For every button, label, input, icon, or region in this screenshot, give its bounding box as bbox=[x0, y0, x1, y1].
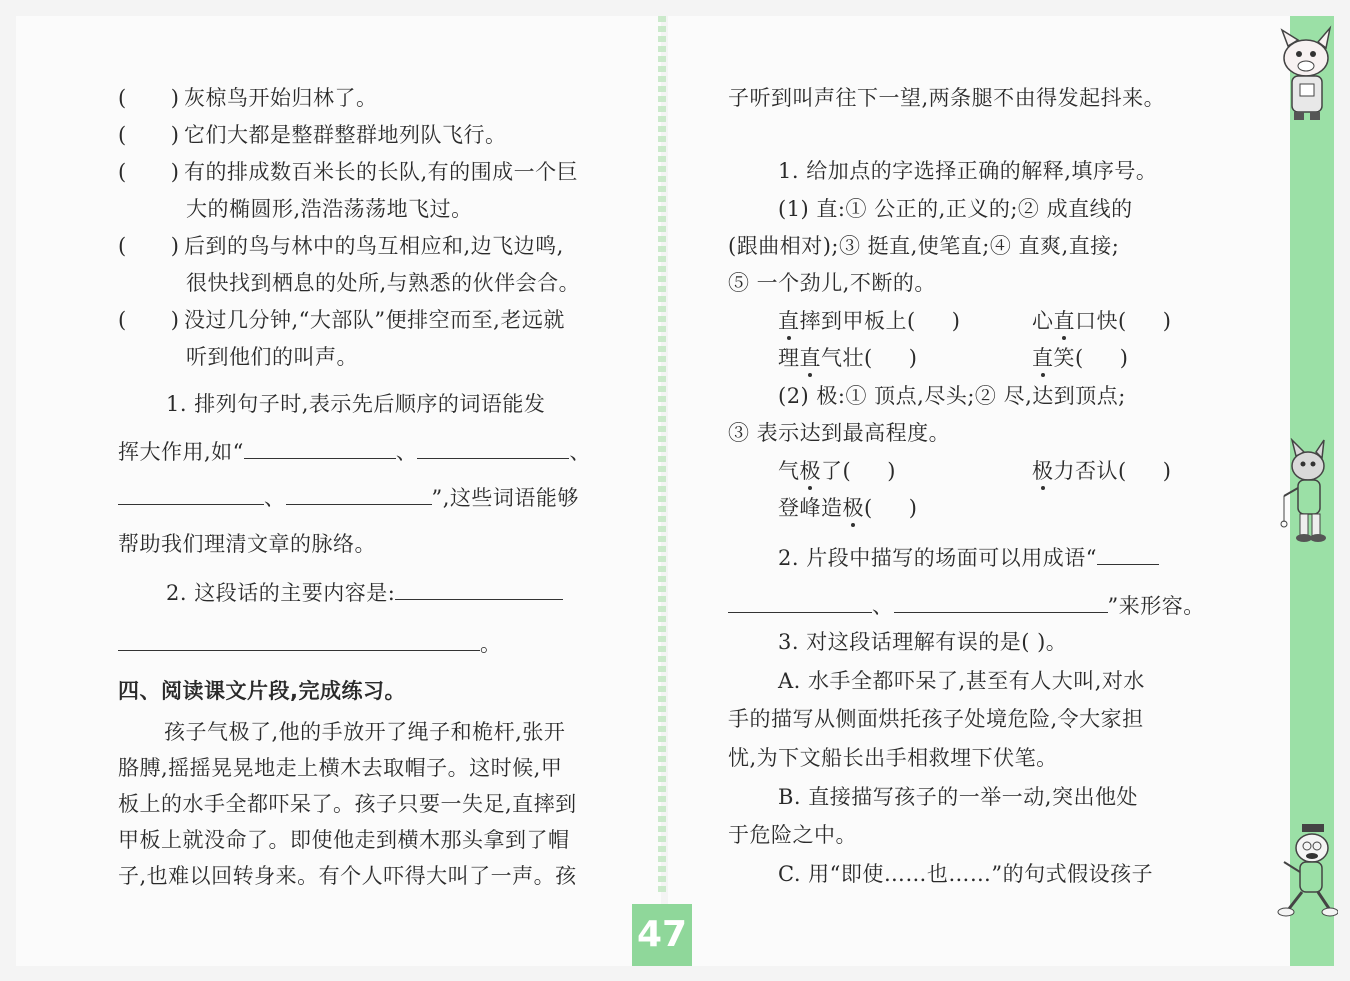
question-1-line-1: 1. 排列句子时,表示先后顺序的词语能发 bbox=[166, 392, 546, 416]
r-question-3-title: 3. 对这段话理解有误的是( )。 bbox=[778, 630, 1068, 654]
answer-blank-6[interactable] bbox=[118, 628, 480, 651]
order-item-1[interactable]: ( ) 灰椋鸟开始归林了。 bbox=[118, 86, 378, 110]
option-a-line-3: 忧,为下文船长出手相救埋下伏笔。 bbox=[728, 746, 1058, 770]
ji-item-1[interactable]: 气极了( ) bbox=[778, 459, 896, 483]
zhi-item-2[interactable]: 心直口快( ) bbox=[1032, 309, 1172, 333]
option-b-line-2: 于危险之中。 bbox=[728, 823, 857, 847]
r-q1-part1-line3: ⑤ 一个劲儿,不断的。 bbox=[728, 271, 936, 295]
order-item-3-cont: 大的椭圆形,浩浩荡荡地飞过。 bbox=[186, 197, 473, 221]
r-answer-blank-2[interactable] bbox=[728, 590, 872, 613]
r-q1-part2-line2: ③ 表示达到最高程度。 bbox=[728, 421, 951, 445]
answer-blank-5[interactable] bbox=[395, 577, 563, 600]
ji-item-2[interactable]: 极力否认( ) bbox=[1032, 459, 1172, 483]
order-item-3[interactable]: ( ) 有的排成数百米长的长队,有的围成一个巨 bbox=[118, 160, 579, 184]
r-q1-part2-line1: (2) 极:① 顶点,尽头;② 尽,达到顶点; bbox=[778, 384, 1126, 408]
answer-blank-2[interactable] bbox=[417, 436, 569, 459]
passage-line: 胳膊,摇摇晃晃地走上横木去取帽子。这时候,甲 bbox=[118, 756, 563, 780]
r-question-2-line-1: 2. 片段中描写的场面可以用成语“ bbox=[778, 542, 1159, 572]
option-a-line-1[interactable]: A. 水手全都吓呆了,甚至有人大叫,对水 bbox=[778, 669, 1145, 693]
r-q1-part1-line1: (1) 直:① 公正的,正义的;② 成直线的 bbox=[778, 197, 1133, 221]
pig-mascot-icon bbox=[1272, 24, 1338, 124]
wolf-mascot-icon bbox=[1276, 438, 1338, 548]
zhi-item-3[interactable]: 理直气壮( ) bbox=[778, 346, 918, 370]
option-b-line-1[interactable]: B. 直接描写孩子的一举一动,突出他处 bbox=[778, 785, 1138, 809]
question-1-line-4: 帮助我们理清文章的脉络。 bbox=[118, 532, 376, 556]
section-title: 四、阅读课文片段,完成练习。 bbox=[118, 679, 406, 703]
question-1-line-2: 挥大作用,如“ 、 、 bbox=[118, 436, 591, 466]
question-1-line-3: 、 ”,这些词语能够 bbox=[118, 482, 579, 512]
question-2-line-2: 。 bbox=[118, 628, 502, 658]
passage-end: 子听到叫声往下一望,两条腿不由得发起抖来。 bbox=[728, 86, 1166, 110]
r-answer-blank-1[interactable] bbox=[1097, 542, 1159, 565]
page-number: 47 bbox=[632, 904, 692, 966]
zhi-item-4[interactable]: 直笑( ) bbox=[1032, 346, 1129, 370]
book-spine bbox=[658, 16, 666, 896]
passage-line: 板上的水手全都吓呆了。孩子只要一失足,直摔到 bbox=[118, 792, 577, 816]
r-question-1-title: 1. 给加点的字选择正确的解释,填序号。 bbox=[778, 159, 1158, 183]
passage-line: 子,也难以回转身来。有个人吓得大叫了一声。孩 bbox=[118, 864, 577, 888]
r-q1-part1-line2: (跟曲相对);③ 挺直,使笔直;④ 直爽,直接; bbox=[728, 234, 1120, 258]
passage-line: 孩子气极了,他的手放开了绳子和桅杆,张开 bbox=[164, 720, 566, 744]
question-2-line-1: 2. 这段话的主要内容是: bbox=[166, 577, 563, 607]
order-item-4[interactable]: ( ) 后到的鸟与林中的鸟互相应和,边飞边鸣, bbox=[118, 234, 564, 258]
option-a-line-2: 手的描写从侧面烘托孩子处境危险,令大家担 bbox=[728, 707, 1144, 731]
zhi-item-1[interactable]: 直摔到甲板上( ) bbox=[778, 309, 961, 333]
r-answer-blank-3[interactable] bbox=[894, 590, 1108, 613]
ji-item-3[interactable]: 登峰造极( ) bbox=[778, 496, 918, 520]
order-item-2[interactable]: ( ) 它们大都是整群整群地列队飞行。 bbox=[118, 123, 507, 147]
answer-blank-4[interactable] bbox=[286, 482, 432, 505]
answer-blank-3[interactable] bbox=[118, 482, 264, 505]
passage-line: 甲板上就没命了。即使他走到横木那头拿到了帽 bbox=[118, 828, 570, 852]
r-question-2-line-2: 、 ”来形容。 bbox=[728, 590, 1205, 620]
answer-blank-1[interactable] bbox=[244, 436, 396, 459]
dog-mascot-icon bbox=[1274, 822, 1338, 920]
order-item-4-cont: 很快找到栖息的处所,与熟悉的伙伴会合。 bbox=[186, 271, 581, 295]
order-item-5[interactable]: ( ) 没过几分钟,“大部队”便排空而至,老远就 bbox=[118, 308, 565, 332]
order-item-5-cont: 听到他们的叫声。 bbox=[186, 345, 358, 369]
option-c-line-1[interactable]: C. 用“即使……也……”的句式假设孩子 bbox=[778, 862, 1154, 886]
